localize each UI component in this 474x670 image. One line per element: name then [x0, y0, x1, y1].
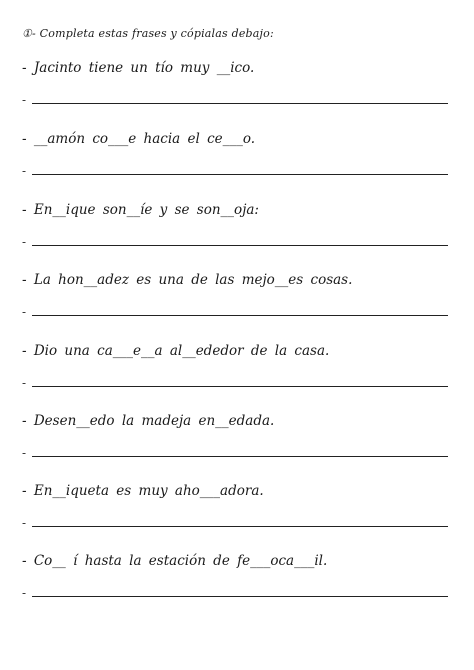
- fill-in-sentence: - Desen__edo la madeja en__edada.: [22, 413, 275, 429]
- answer-dash: -: [22, 164, 27, 178]
- writing-line: [32, 526, 448, 527]
- fill-in-sentence: - __amón co___e hacia el ce___o.: [22, 131, 256, 147]
- answer-dash: -: [22, 376, 27, 390]
- answer-line[interactable]: [22, 517, 450, 531]
- fill-in-sentence: - La hon__adez es una de las mejo__es cosas.: [22, 272, 353, 288]
- fill-in-sentence: - Co__ í hasta la estación de fe___oca___il.: [22, 553, 328, 569]
- writing-line: [32, 245, 448, 246]
- fill-in-sentence: - En__ique son__íe y se son__oja:: [22, 202, 259, 218]
- writing-line: [32, 386, 448, 387]
- answer-dash: -: [22, 235, 27, 249]
- answer-line[interactable]: [22, 447, 450, 461]
- exercise-instruction: ①- Completa estas frases y cópialas debajo:: [22, 27, 274, 40]
- writing-line: [32, 596, 448, 597]
- writing-line: [32, 456, 448, 457]
- fill-in-sentence: - En__iqueta es muy aho___adora.: [22, 483, 264, 499]
- answer-line[interactable]: [22, 94, 450, 108]
- answer-line[interactable]: [22, 377, 450, 391]
- answer-line[interactable]: [22, 236, 450, 250]
- answer-line[interactable]: [22, 165, 450, 179]
- answer-dash: -: [22, 516, 27, 530]
- answer-dash: -: [22, 446, 27, 460]
- answer-line[interactable]: [22, 306, 450, 320]
- writing-line: [32, 315, 448, 316]
- answer-dash: -: [22, 93, 27, 107]
- writing-line: [32, 174, 448, 175]
- writing-line: [32, 103, 448, 104]
- fill-in-sentence: - Jacinto tiene un tío muy __ico.: [22, 60, 255, 76]
- answer-line[interactable]: [22, 587, 450, 601]
- fill-in-sentence: - Dio una ca___e__a al__ededor de la casa.: [22, 343, 330, 359]
- answer-dash: -: [22, 305, 27, 319]
- answer-dash: -: [22, 586, 27, 600]
